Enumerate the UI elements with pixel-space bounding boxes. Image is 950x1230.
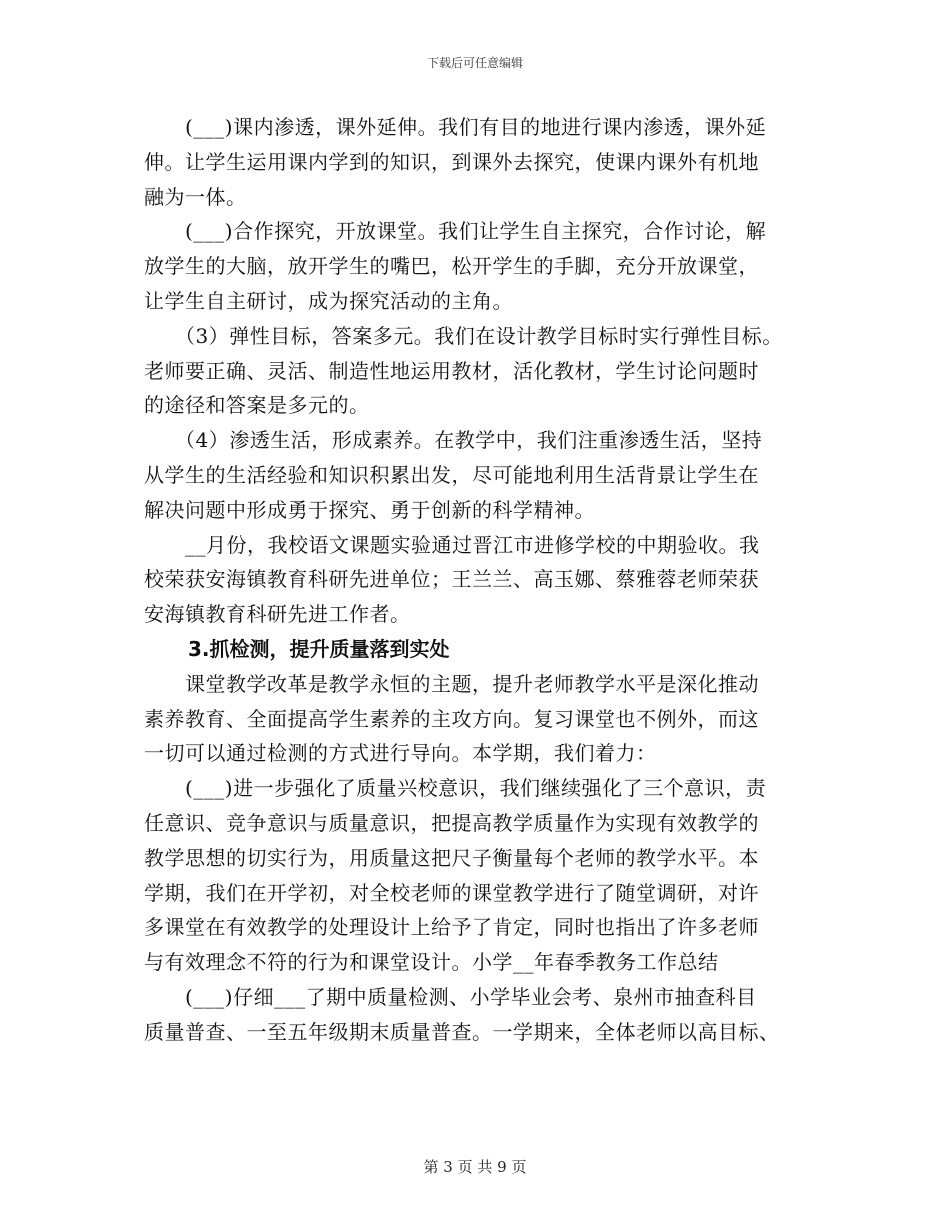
document-body xyxy=(144,110,824,1050)
paragraph-3: （3）弹性目标，答案多元。我们在设计教学目标时实行弹性目标。 老师要正确、灵活、制造性地运用教材，活化教材，学生讨论问题时 的途径和答案是多元的。 xyxy=(144,323,783,418)
paragraph-5: __月份，我校语文课题实验通过晋江市进修学校的中期验收。我 校荣获安海镇教育科研先进单位；王兰兰、高玉娜、蔡雅蓉老师荣获 安海镇教育科研先进工作者。 xyxy=(144,532,760,627)
page-footer: 第 3 页 共 9 页 xyxy=(423,1158,527,1176)
page-header: 下载后可任意编辑 xyxy=(426,56,523,70)
paragraph-7: (___)进一步强化了质量兴校意识，我们继续强化了三个意识，责 任意识、竞争意识与质量意识，把提高教学质量作为实现有效教学的 教学思想的切实行为，用质量这把尺子衡量每个老师的教学水平。本 学期，我们在开学初，对全校老师的课堂教学进行了随堂调研，对许 多课堂在有效教学的处理设计上给予了肯定，同时也指出了许多老师 与有效理念不符的行为和课堂设计。小学__年春季教务工作总结 xyxy=(144,776,767,975)
paragraph-6: 课堂教学改革是教学永恒的主题，提升老师教学水平是深化推动 素养教育、全面提高学生素养的主攻方向。复习课堂也不例外，而这 一切可以通过检测的方式进行导向。本学期，我们着力： xyxy=(144,671,759,766)
paragraph-8: (___)仔细___了期中质量检测、小学毕业会考、泉州市抽查科目 质量普查、一至五年级期末质量普查。一学期来，全体老师以高目标、 xyxy=(144,984,780,1044)
paragraph-4: （4）渗透生活，形成素养。在教学中，我们注重渗透生活，坚持 从学生的生活经验和知识积累出发，尽可能地利用生活背景让学生在 解决问题中形成勇于探究、勇于创新的科学精神。 xyxy=(144,428,763,522)
paragraph-2: (___)合作探究，开放课堂。我们让学生自主探究，合作讨论，解 放学生的大脑，放开学生的嘴巴，松开学生的手脚，充分开放课堂， 让学生自主研讨，成为探究活动的主角。 xyxy=(144,219,767,313)
paragraph-1: (___)课内渗透，课外延伸。我们有目的地进行课内渗透，课外延 伸。让学生运用课内学到的知识，到课外去探究，使课内课外有机地 融为一体。 xyxy=(144,115,767,209)
section-heading: 3.抓检测，提升质量落到实处 xyxy=(188,636,450,661)
